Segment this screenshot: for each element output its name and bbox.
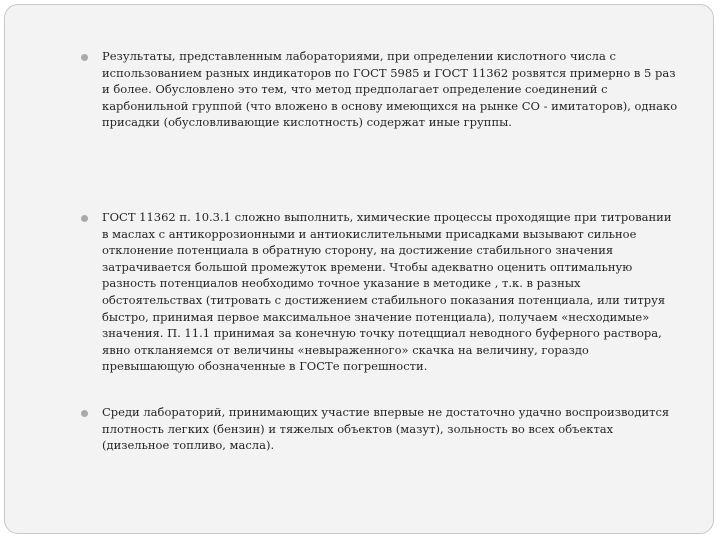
bullet-text: ГОСТ 11362 п. 10.3.1 сложно выполнить, химические процессы проходящие при титровании в маслах с антикоррозионными и антиокислительными присадками вызывают сильное отклонение потенциала в обратную сторону, на достижение стабильного значения затрачивается большой промежуток времени. Чтобы адекватно оценить оптимальную разность потенциалов необходимо точное указание в методике , т.к. в разных обстоятельствах (титровать с достижением стабильного показания потенциала, или титруя быстро, принимая первое максимальное значение потенциала), получаем «несходимые» значения. П. 11.1 принимая за конечную точку потецщиал неводного буферного раствора, явно откланяемся от величины «невыраженного» скачка на величину, гораздо превышающую обозначенные в ГОСТе погрешности. <box>102 210 672 374</box>
bullet-icon <box>81 215 88 222</box>
bullet-item-gost-11362 <box>81 209 679 375</box>
bullet-icon <box>81 410 88 417</box>
bullet-text: Среди лабораторий, принимающих участие впервые не достаточно удачно воспроизводится плотность легких (бензин) и тяжелых объектов (мазут), зольность во всех объектах (дизельное топливо, масла). <box>102 405 670 453</box>
bullet-list <box>5 5 713 533</box>
slide <box>4 4 714 534</box>
bullet-text: Результаты, представленным лабораториями, при определении кислотного числа с использованием разных индикаторов по ГОСТ 5985 и ГОСТ 11362 розвятся примерно в 5 раз и более. Обусловлено это тем, что метод предполагает определение соединений с карбонильной группой (что вложено в основу имеющихся на рынке СО - имитаторов), однако присадки (обусловливающие кислотность) содержат иные группы. <box>102 49 678 130</box>
bullet-item-first-time-labs <box>81 404 679 454</box>
bullet-icon <box>81 54 88 61</box>
bullet-item-lab-results <box>81 48 679 131</box>
